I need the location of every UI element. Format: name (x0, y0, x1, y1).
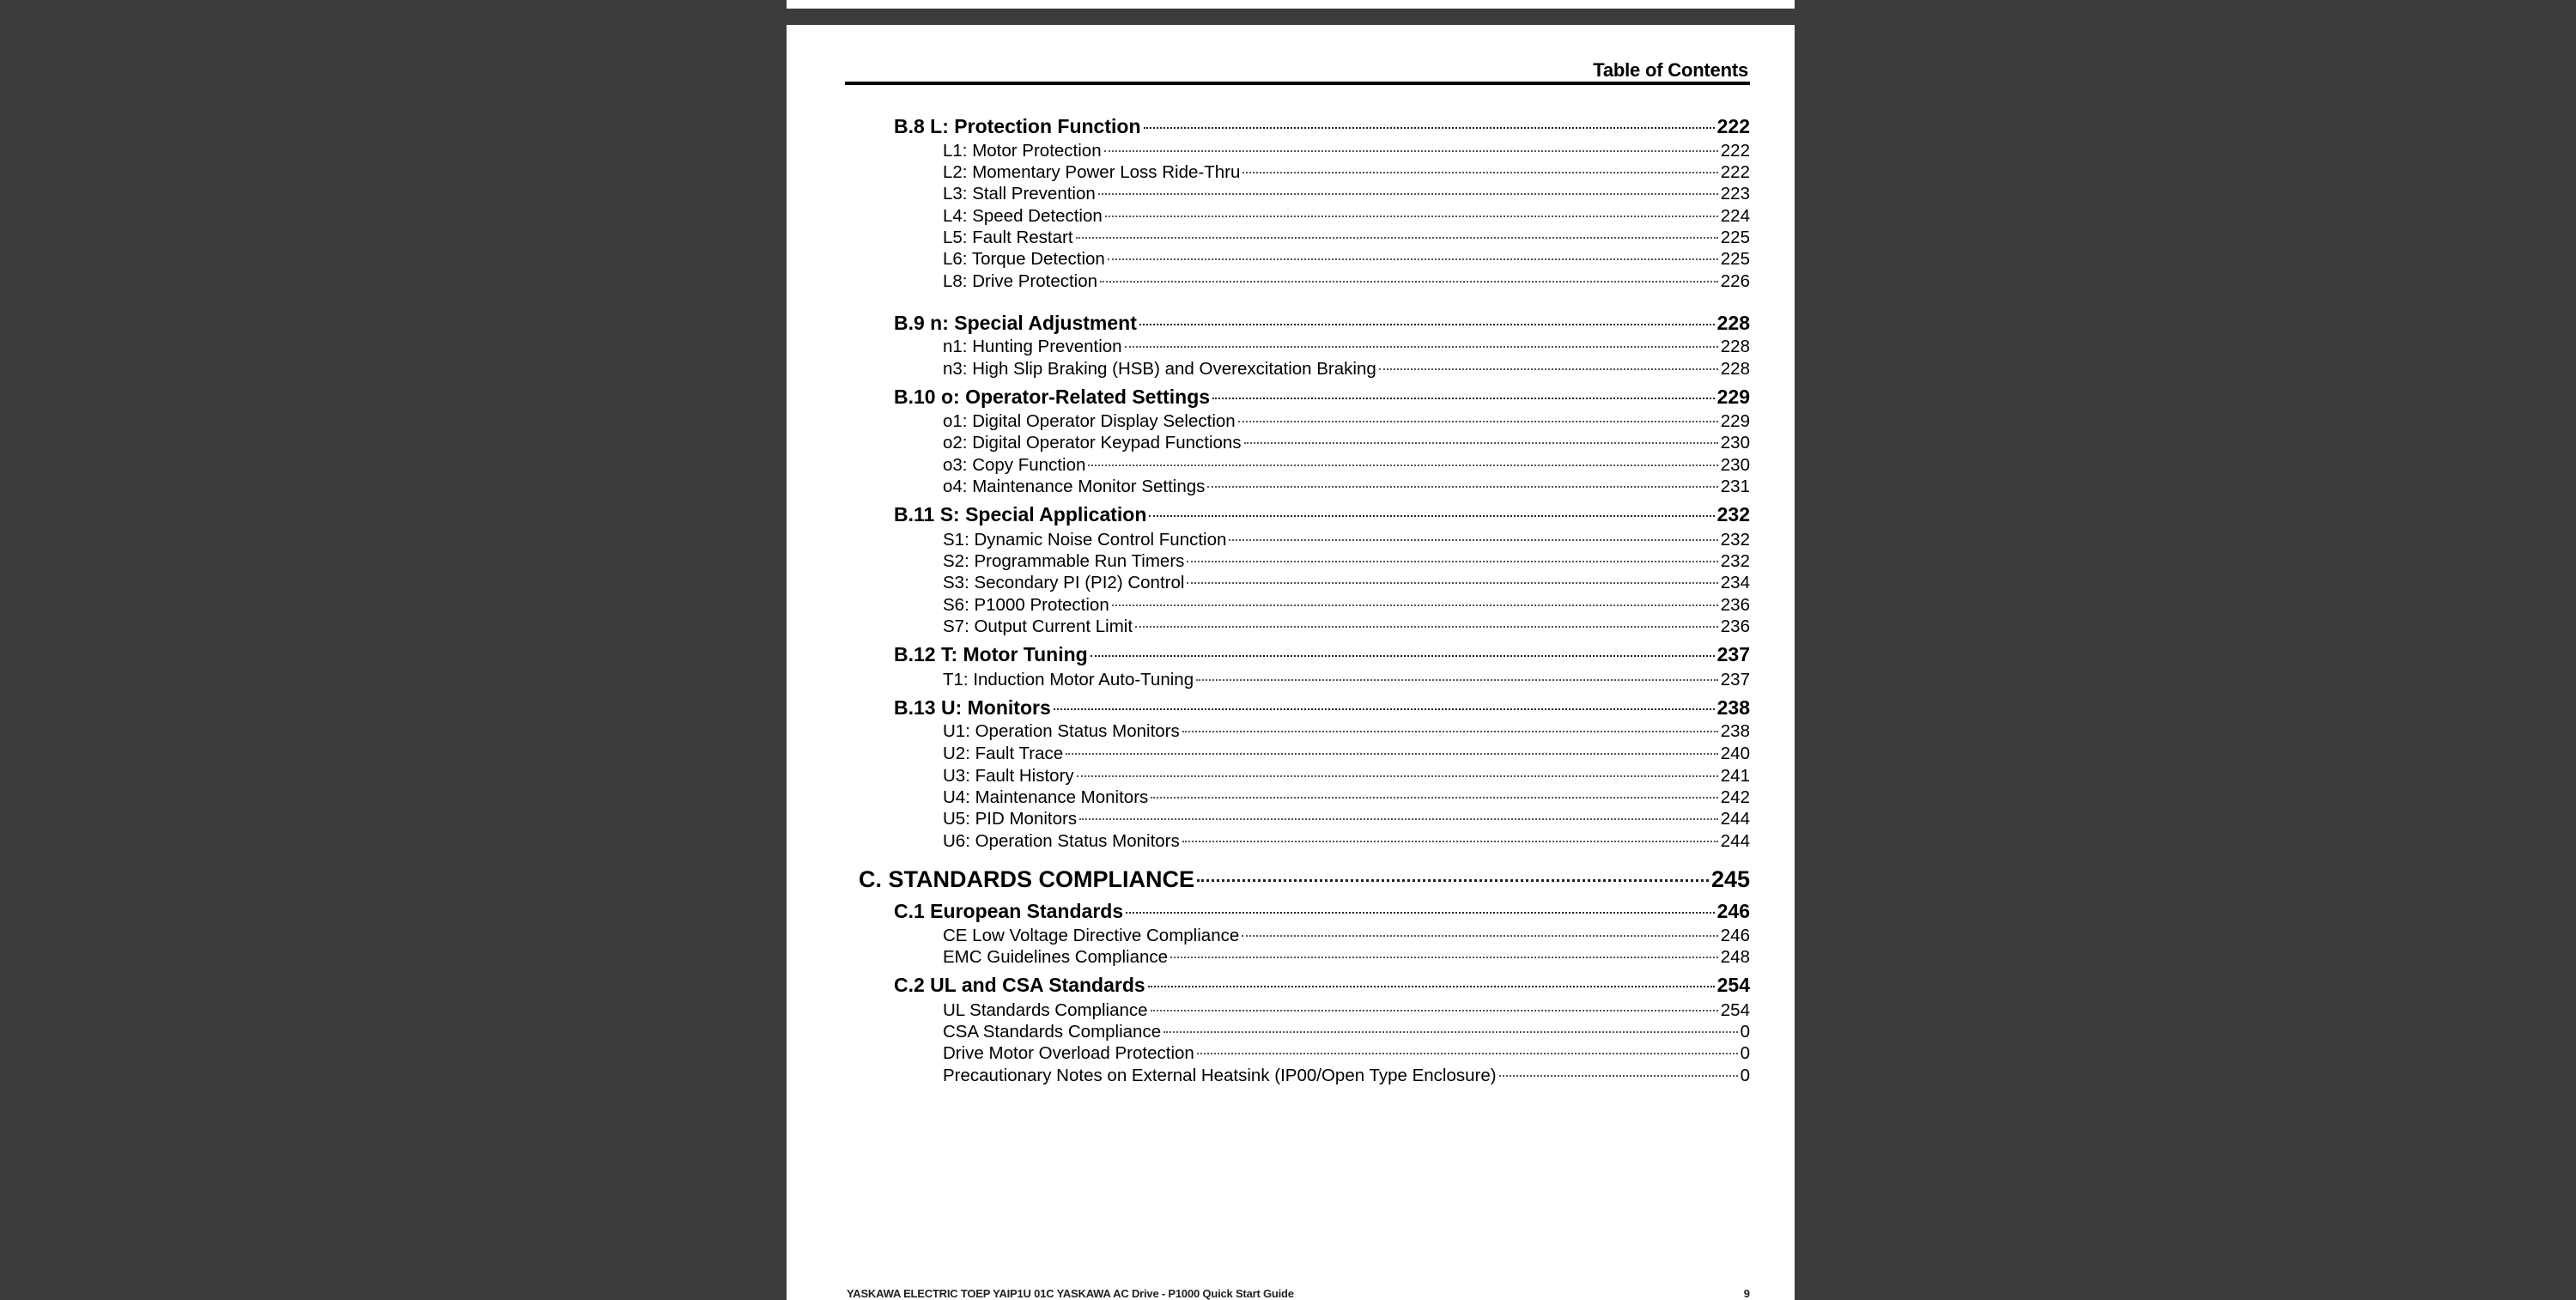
toc-page-number: 232 (1720, 530, 1750, 550)
toc-entry-label: Precautionary Notes on External Heatsink (IP00/Open Type Enclosure) (943, 1066, 1497, 1085)
toc-subentry[interactable] (943, 249, 1750, 270)
toc-dot-leader (1196, 679, 1718, 681)
toc-dot-leader (1197, 1053, 1738, 1054)
toc-subentry[interactable] (943, 477, 1750, 497)
toc-page-number: 228 (1720, 337, 1750, 356)
toc-page-number: 225 (1720, 249, 1750, 269)
toc-subentry[interactable] (943, 595, 1750, 616)
toc-page-number: 244 (1720, 809, 1750, 829)
toc-page-number: 229 (1720, 411, 1750, 431)
toc-entry-label: o1: Digital Operator Display Selection (943, 411, 1236, 431)
toc-entry-label: S2: Programmable Run Timers (943, 551, 1185, 571)
toc-dot-leader (1144, 127, 1715, 129)
toc-entry-label: CSA Standards Compliance (943, 1022, 1162, 1042)
toc-subentry[interactable] (943, 787, 1750, 808)
toc-dot-leader (1076, 237, 1718, 239)
toc-entry-label: U5: PID Monitors (943, 809, 1078, 829)
toc-subentry[interactable] (943, 455, 1750, 476)
toc-subentry[interactable] (943, 1022, 1750, 1042)
toc-page-number: 234 (1720, 573, 1750, 592)
toc-subentry[interactable] (943, 744, 1750, 764)
page-number: 9 (1743, 1287, 1750, 1300)
toc-subentry[interactable] (943, 670, 1750, 690)
toc-section-entry[interactable] (894, 900, 1750, 923)
toc-chapter-entry[interactable] (859, 866, 1750, 893)
toc-entry-label: T1: Induction Motor Auto-Tuning (943, 670, 1194, 689)
toc-dot-leader (1054, 708, 1715, 710)
toc-entry-label: B.10 o: Operator-Related Settings (894, 386, 1211, 408)
toc-subentry[interactable] (943, 1066, 1750, 1086)
toc-entry-label: S7: Output Current Limit (943, 617, 1133, 636)
toc-dot-leader (1148, 986, 1715, 987)
toc-dot-leader (1126, 912, 1715, 914)
toc-page-number: 226 (1720, 271, 1750, 291)
page-header-title: Table of Contents (1593, 59, 1748, 81)
toc-entry-label: B.8 L: Protection Function (894, 115, 1141, 137)
toc-dot-leader (1088, 465, 1717, 466)
toc-page-number: 240 (1720, 744, 1750, 763)
toc-entry-label: U3: Fault History (943, 766, 1074, 786)
toc-page-number: 230 (1720, 455, 1750, 475)
toc-page-number: 229 (1716, 386, 1750, 408)
toc-page-number: 236 (1720, 595, 1750, 615)
toc-page-number: 238 (1716, 696, 1750, 719)
toc-entry-label: L4: Speed Detection (943, 206, 1103, 226)
toc-subentry[interactable] (943, 141, 1750, 161)
toc-page-number: 232 (1716, 503, 1750, 525)
toc-entry-label: B.12 T: Motor Tuning (894, 643, 1088, 665)
toc-subentry[interactable] (943, 184, 1750, 204)
toc-dot-leader (1105, 216, 1718, 217)
toc-dot-leader (1139, 324, 1715, 325)
toc-dot-leader (1151, 1010, 1718, 1011)
toc-page-number: 230 (1720, 433, 1750, 453)
toc-dot-leader (1066, 753, 1718, 755)
toc-dot-leader (1151, 797, 1717, 799)
toc-subentry[interactable] (943, 926, 1750, 946)
header-rule (845, 82, 1750, 85)
page-footer-text: YASKAWA ELECTRIC TOEP YAIP1U 01C YASKAWA AC Drive - P1000 Quick Start Guide (847, 1287, 1294, 1300)
toc-subentry[interactable] (943, 831, 1750, 852)
toc-page-number: 244 (1720, 831, 1750, 851)
toc-section-entry[interactable] (894, 643, 1750, 666)
toc-subentry[interactable] (943, 721, 1750, 742)
toc-dot-leader (1244, 442, 1718, 444)
toc-page-number: 231 (1720, 477, 1750, 496)
toc-entry-label: L8: Drive Protection (943, 271, 1098, 291)
previous-page-edge (787, 0, 1795, 9)
toc-subentry[interactable] (943, 411, 1750, 432)
toc-subentry[interactable] (943, 766, 1750, 787)
toc-dot-leader (1125, 346, 1718, 348)
toc-entry-label: U1: Operation Status Monitors (943, 721, 1180, 741)
toc-entry-label: B.11 S: Special Application (894, 503, 1147, 525)
document-page (787, 25, 1795, 1300)
toc-dot-leader (1187, 561, 1717, 562)
toc-page-number: 224 (1720, 206, 1750, 226)
toc-dot-leader (1379, 368, 1718, 370)
toc-entry-label: U2: Fault Trace (943, 744, 1064, 763)
toc-page-number: 237 (1720, 670, 1750, 689)
toc-page-number: 241 (1720, 766, 1750, 786)
toc-dot-leader (1197, 879, 1709, 882)
toc-page-number: 223 (1720, 184, 1750, 204)
toc-page-number: 254 (1720, 1000, 1750, 1020)
toc-entry-label: U6: Operation Status Monitors (943, 831, 1180, 851)
toc-dot-leader (1187, 582, 1717, 584)
toc-entry-label: S3: Secondary PI (PI2) Control (943, 573, 1185, 592)
toc-dot-leader (1149, 515, 1714, 517)
toc-subentry[interactable] (943, 617, 1750, 637)
toc-page-number: 245 (1710, 866, 1750, 892)
toc-page-number: 254 (1716, 974, 1750, 996)
toc-entry-label: C.2 UL and CSA Standards (894, 974, 1145, 996)
toc-subentry[interactable] (943, 359, 1750, 380)
toc-dot-leader (1098, 193, 1718, 195)
toc-subentry[interactable] (943, 551, 1750, 572)
toc-entry-label: L3: Stall Prevention (943, 184, 1096, 204)
toc-entry-label: o4: Maintenance Monitor Settings (943, 477, 1206, 496)
toc-dot-leader (1100, 281, 1718, 282)
toc-subentry[interactable] (943, 1043, 1750, 1064)
toc-dot-leader (1091, 655, 1715, 657)
toc-page-number: 238 (1720, 721, 1750, 741)
toc-entry-label: EMC Guidelines Compliance (943, 947, 1169, 967)
toc-section-entry[interactable] (894, 312, 1750, 335)
toc-subentry[interactable] (943, 228, 1750, 248)
toc-page-number: 0 (1740, 1043, 1750, 1063)
toc-entry-label: B.9 n: Special Adjustment (894, 312, 1137, 334)
toc-section-entry[interactable] (894, 503, 1750, 526)
toc-page-number: 228 (1716, 312, 1750, 334)
toc-dot-leader (1207, 486, 1717, 488)
toc-subentry[interactable] (943, 1000, 1750, 1021)
toc-subentry[interactable] (943, 530, 1750, 550)
toc-entry-label: L6: Torque Detection (943, 249, 1105, 269)
toc-section-entry[interactable] (894, 386, 1750, 409)
toc-page-number: 0 (1740, 1022, 1750, 1042)
toc-page-number: 236 (1720, 617, 1750, 636)
toc-subentry[interactable] (943, 206, 1750, 227)
toc-dot-leader (1242, 935, 1718, 937)
toc-entry-label: n1: Hunting Prevention (943, 337, 1122, 356)
toc-section-entry[interactable] (894, 974, 1750, 997)
toc-dot-leader (1238, 421, 1718, 422)
toc-subentry[interactable] (943, 271, 1750, 292)
toc-page-number: 222 (1720, 162, 1750, 182)
toc-dot-leader (1077, 775, 1718, 777)
toc-subentry[interactable] (943, 433, 1750, 453)
toc-dot-leader (1182, 731, 1718, 732)
toc-entry-label: C. STANDARDS COMPLIANCE (859, 866, 1194, 892)
toc-entry-label: S1: Dynamic Noise Control Function (943, 530, 1227, 550)
toc-subentry[interactable] (943, 337, 1750, 357)
toc-page-number: 228 (1720, 359, 1750, 379)
toc-entry-label: C.1 European Standards (894, 900, 1124, 922)
toc-entry-label: L1: Motor Protection (943, 141, 1102, 161)
toc-dot-leader (1163, 1031, 1737, 1033)
toc-entry-label: L5: Fault Restart (943, 228, 1073, 247)
toc-dot-leader (1170, 957, 1718, 958)
toc-page-number: 246 (1720, 926, 1750, 945)
toc-entry-label: U4: Maintenance Monitors (943, 787, 1149, 807)
toc-subentry[interactable] (943, 573, 1750, 593)
toc-section-entry[interactable] (894, 696, 1750, 720)
toc-entry-label: B.13 U: Monitors (894, 696, 1051, 719)
toc-entry-label: L2: Momentary Power Loss Ride-Thru (943, 162, 1241, 182)
toc-page-number: 225 (1720, 228, 1750, 247)
toc-page-number: 242 (1720, 787, 1750, 807)
toc-page-number: 237 (1716, 643, 1750, 665)
toc-subentry[interactable] (943, 162, 1750, 183)
toc-page-number: 246 (1716, 900, 1750, 922)
toc-dot-leader (1182, 841, 1718, 842)
toc-dot-leader (1229, 539, 1717, 541)
toc-dot-leader (1112, 604, 1718, 606)
toc-dot-leader (1212, 398, 1715, 399)
toc-entry-label: S6: P1000 Protection (943, 595, 1109, 615)
toc-section-entry[interactable] (894, 115, 1750, 138)
toc-entry-label: n3: High Slip Braking (HSB) and Overexcitation Braking (943, 359, 1376, 379)
toc-dot-leader (1499, 1075, 1738, 1077)
toc-dot-leader (1242, 172, 1717, 173)
toc-page-number: 222 (1716, 115, 1750, 137)
toc-page-number: 0 (1740, 1066, 1750, 1085)
toc-dot-leader (1104, 150, 1718, 152)
toc-subentry[interactable] (943, 809, 1750, 829)
toc-page-number: 222 (1720, 141, 1750, 161)
toc-dot-leader (1079, 818, 1718, 820)
toc-entry-label: o3: Copy Function (943, 455, 1086, 475)
toc-subentry[interactable] (943, 947, 1750, 968)
toc-entry-label: CE Low Voltage Directive Compliance (943, 926, 1240, 945)
toc-dot-leader (1135, 626, 1718, 628)
toc-entry-label: o2: Digital Operator Keypad Functions (943, 433, 1242, 453)
toc-entry-label: UL Standards Compliance (943, 1000, 1148, 1020)
toc-page-number: 248 (1720, 947, 1750, 967)
toc-page-number: 232 (1720, 551, 1750, 571)
toc-entry-label: Drive Motor Overload Protection (943, 1043, 1194, 1063)
toc-dot-leader (1108, 258, 1718, 260)
